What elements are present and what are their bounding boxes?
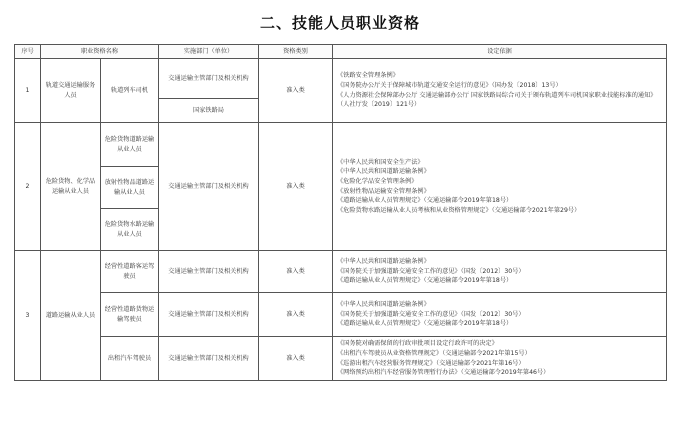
basis-line: 《国务院关于加强道路交通安全工作的意见》（国发〔2012〕30号）: [337, 267, 525, 275]
basis-cell: [333, 337, 667, 381]
qualification-category: 轨道交通运输服务人员: [41, 59, 101, 123]
header-qualification-name: 职业资格名称: [41, 45, 159, 59]
header-basis: 设定依据: [333, 45, 667, 59]
basis-line: 《放射性物品运输安全管理条例》: [337, 187, 430, 195]
row-number: 3: [15, 251, 41, 381]
qualification-subname: 轨道列车司机: [101, 59, 159, 123]
basis-line: 《巡游出租汽车经营服务管理规定》（交通运输部令2021年第16号）: [337, 359, 525, 367]
table-row: [15, 251, 667, 293]
qualification-subname: 经营性道路客运驾驶员: [101, 251, 159, 293]
type-cell: 准入类: [259, 251, 333, 293]
type-cell: 准入类: [259, 337, 333, 381]
basis-line: 《网络预约出租汽车经营服务管理暂行办法》（交通运输部令2019年第46号）: [337, 369, 550, 377]
basis-line: 《中华人民共和国道路运输条例》: [337, 258, 430, 266]
row-number: 2: [15, 123, 41, 251]
qualification-table: [14, 44, 667, 381]
type-cell: 准入类: [259, 293, 333, 337]
basis-line: 《道路运输从业人员管理规定》（交通运输部令2019年第18号）: [337, 197, 513, 205]
section-title: 二、技能人员职业资格: [259, 14, 420, 32]
basis-line: 《危险化学品安全管理条例》: [337, 177, 418, 185]
header-type: 资格类别: [259, 45, 333, 59]
basis-line: 《国务院办公厅关于保障城市轨道交通安全运行的意见》（国办发〔2018〕13号）: [337, 81, 562, 89]
table-row: [15, 59, 667, 99]
table-row: [15, 337, 667, 381]
header-department: 实施部门（单位）: [159, 45, 259, 59]
basis-line: 《铁路安全管理条例》: [337, 72, 399, 80]
basis-line: 《道路运输从业人员管理规定》（交通运输部令2019年第18号）: [337, 277, 513, 285]
qualification-category: 危险货物、化学品运输从业人员: [41, 123, 101, 251]
department-cell: 交通运输主管部门及相关机构: [159, 123, 259, 251]
table-row: [15, 123, 667, 167]
basis-line: 《中华人民共和国道路运输条例》: [337, 168, 430, 176]
basis-line: 《中华人民共和国安全生产法》: [337, 158, 424, 166]
type-cell: 准入类: [259, 123, 333, 251]
qualification-subname: 经营性道路货物运输驾驶员: [101, 293, 159, 337]
basis-line: 《出租汽车驾驶员从业资格管理规定》（交通运输部令2021年第15号）: [337, 349, 531, 357]
basis-line: 《危险货物水路运输从业人员考核和从业资格管理规定》（交通运输部令2021年第29号）: [337, 206, 581, 214]
qualification-category: 道路运输从业人员: [41, 251, 101, 381]
department-cell: 交通运输主管部门及相关机构: [159, 337, 259, 381]
qualification-subname: 危险货物水路运输从业人员: [101, 209, 159, 251]
row-number: 1: [15, 59, 41, 123]
type-cell: 准入类: [259, 59, 333, 123]
qualification-subname: 危险货物道路运输从业人员: [101, 123, 159, 167]
table-row: [15, 293, 667, 337]
department-cell: 交通运输主管部门及相关机构: [159, 59, 259, 99]
basis-line: 《国务院对确需保留的行政审批项目设定行政许可的决定》: [337, 340, 498, 348]
qualification-subname: 放射性物品道路运输从业人员: [101, 167, 159, 209]
basis-cell: [333, 59, 667, 123]
header-no: 序号: [15, 45, 41, 59]
basis-cell: [333, 251, 667, 293]
department-cell: 交通运输主管部门及相关机构: [159, 293, 259, 337]
department-cell: 交通运输主管部门及相关机构: [159, 251, 259, 293]
department-cell: 国家铁路局: [159, 99, 259, 123]
basis-cell: [333, 123, 667, 251]
basis-cell: [333, 293, 667, 337]
basis-line: 《中华人民共和国道路运输条例》: [337, 301, 430, 309]
qualification-subname: 出租汽车驾驶员: [101, 337, 159, 381]
basis-line: 《国务院关于加强道路交通安全工作的意见》（国发〔2012〕30号）: [337, 310, 525, 318]
basis-line: 《道路运输从业人员管理规定》（交通运输部令2019年第18号）: [337, 320, 513, 328]
header-row: [15, 45, 667, 59]
basis-line: 《人力资源社会保障部办公厅 交通运输部办公厅 国家铁路局综合司关于颁布轨道列车司机国家职业技能标准的通知》（人社厅发〔2019〕121号）: [337, 91, 657, 109]
